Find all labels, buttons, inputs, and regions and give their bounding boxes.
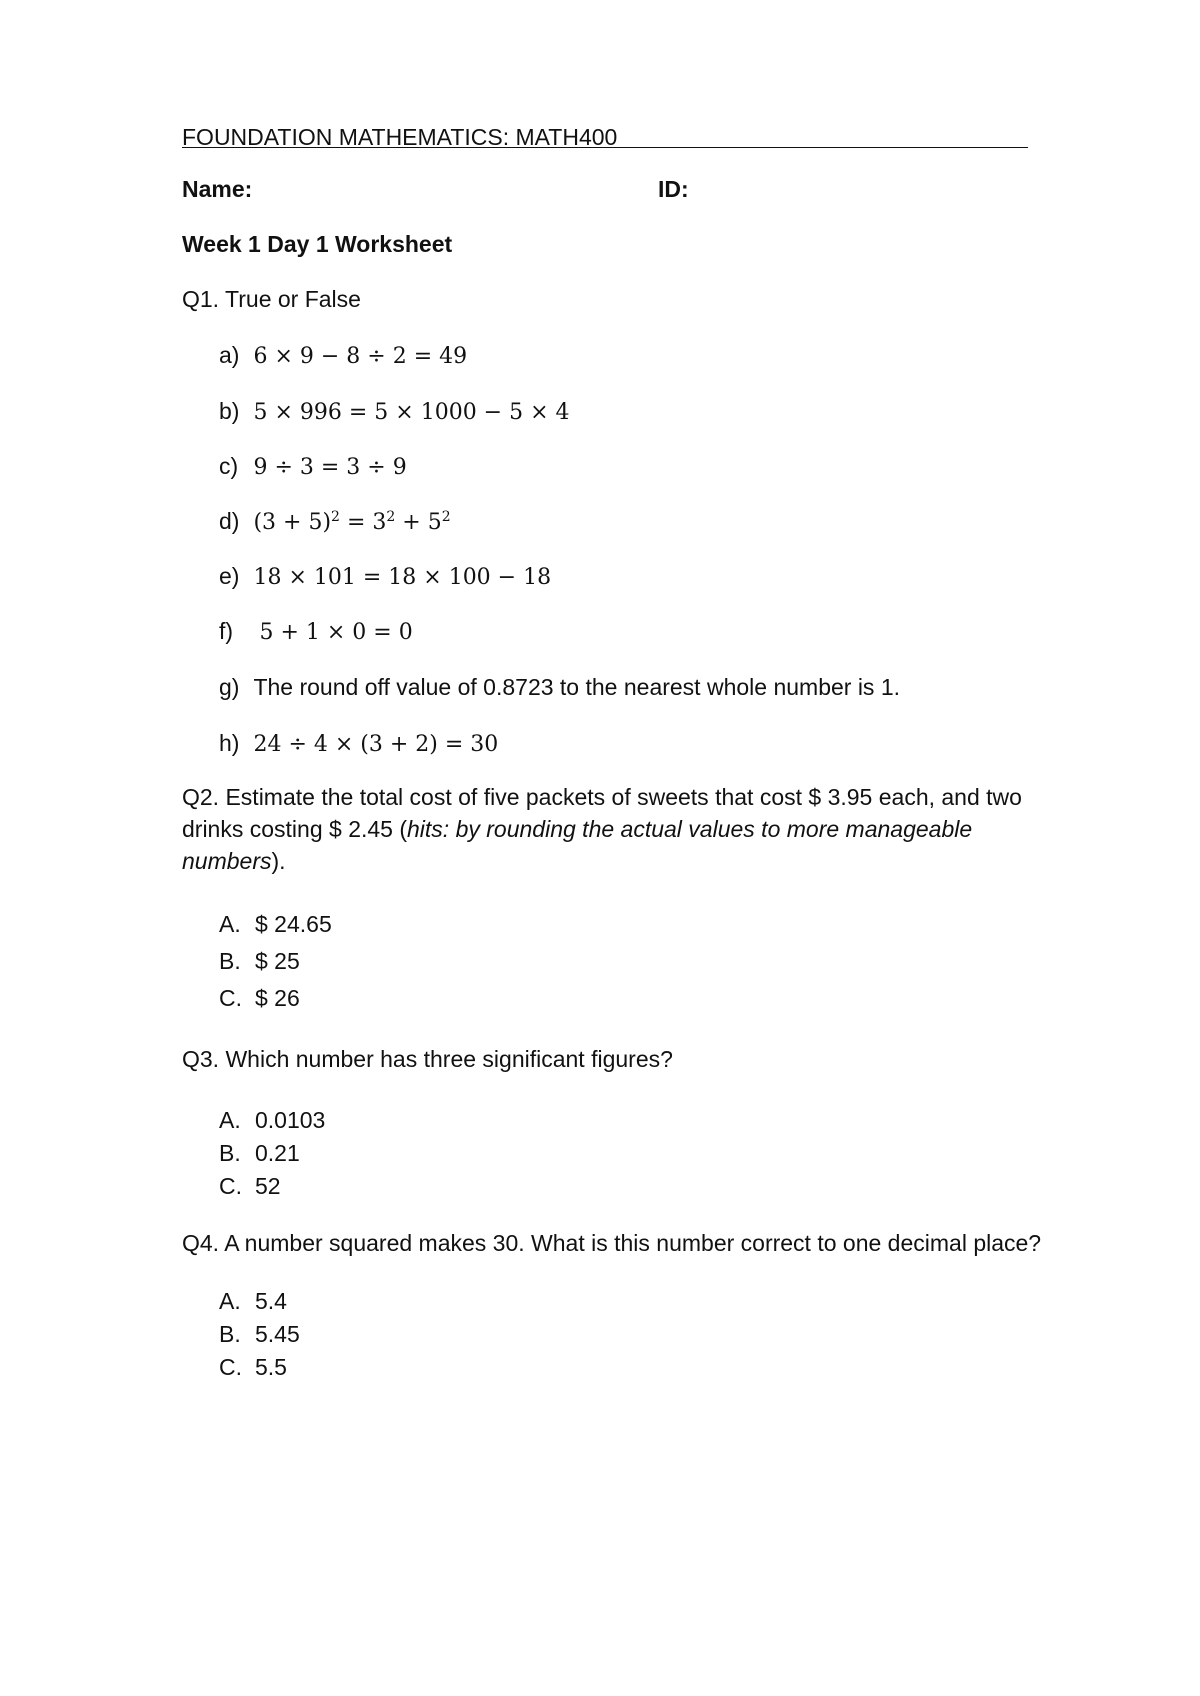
item-label: b) [219,398,240,424]
choice-label: B. [219,948,241,974]
item-expression: 5 + 1 × 0 = 0 [259,620,413,645]
q3-choice-c [219,1173,281,1200]
choice-text: $ 25 [255,948,300,974]
choice-label: C. [219,1354,242,1380]
choice-label: A. [219,1107,241,1133]
name-label: Name: [182,176,253,202]
q1-title: Q1. True or False [182,286,361,312]
q3-choice-b [219,1140,300,1167]
q3-choice-a [219,1107,325,1134]
q1-item-a [219,342,467,369]
choice-text: 5.4 [255,1288,287,1314]
item-expression: 5 × 996 = 5 × 1000 − 5 × 4 [253,400,570,425]
item-statement: The round off value of 0.8723 to the nearest whole number is 1. [253,674,901,700]
item-label: g) [219,674,240,700]
q1-item-h [219,730,498,757]
q2-choice-c [219,985,300,1012]
item-label: e) [219,563,240,589]
item-expression: $(3 + 5)^2 = 3^2 + 5^2$ [253,509,451,535]
choice-text: $ 24.65 [255,911,332,937]
item-label: h) [219,730,240,756]
choice-label: A. [219,911,241,937]
choice-text: 5.45 [255,1321,300,1347]
header-underline [182,147,1028,148]
q4-question: Q4. A number squared makes 30. What is this number correct to one decimal place? [182,1230,1042,1256]
item-label: a) [219,342,240,368]
choice-label: B. [219,1321,241,1347]
q4-choice-a [219,1288,287,1315]
q2-question: Q2. Estimate the total cost of five packets of sweets that cost $ 3.95 each, and two drinks costing $ 2.45 (hits: by rounding the actual values to more manageable numbers). [182,784,1022,874]
item-label: c) [219,453,239,479]
item-expression: 9 ÷ 3 = 3 ÷ 9 [253,455,407,480]
q2-hint: hits: by rounding the actual values to more manageable numbers [182,816,973,874]
worksheet-title: Week 1 Day 1 Worksheet [182,231,453,257]
q1-item-b [219,398,570,425]
choice-text: 0.21 [255,1140,300,1166]
choice-label: C. [219,985,242,1011]
q4-choice-b [219,1321,300,1348]
q4-choice-c [219,1354,287,1381]
q1-item-f [219,618,413,645]
choice-text: 52 [255,1173,281,1199]
item-label: f) [219,618,234,644]
q2-choice-b [219,948,300,975]
q2-choice-a [219,911,332,938]
choice-label: C. [219,1173,242,1199]
choice-text: 0.0103 [255,1107,326,1133]
q1-item-e [219,563,551,590]
choice-label: A. [219,1288,241,1314]
q1-item-d [219,508,451,535]
item-expression: 18 × 101 = 18 × 100 − 18 [253,565,552,590]
q3-question: Q3. Which number has three significant figures? [182,1046,673,1072]
q1-item-g [219,674,900,701]
choice-label: B. [219,1140,241,1166]
id-label: ID: [658,176,689,202]
q1-item-c [219,453,407,480]
item-expression: 6 × 9 − 8 ÷ 2 = 49 [253,344,468,369]
choice-text: $ 26 [255,985,300,1011]
item-label: d) [219,508,240,534]
course-title: FOUNDATION MATHEMATICS: MATH400 [182,124,618,150]
item-expression: 24 ÷ 4 × (3 + 2) = 30 [253,732,499,757]
choice-text: 5.5 [255,1354,287,1380]
